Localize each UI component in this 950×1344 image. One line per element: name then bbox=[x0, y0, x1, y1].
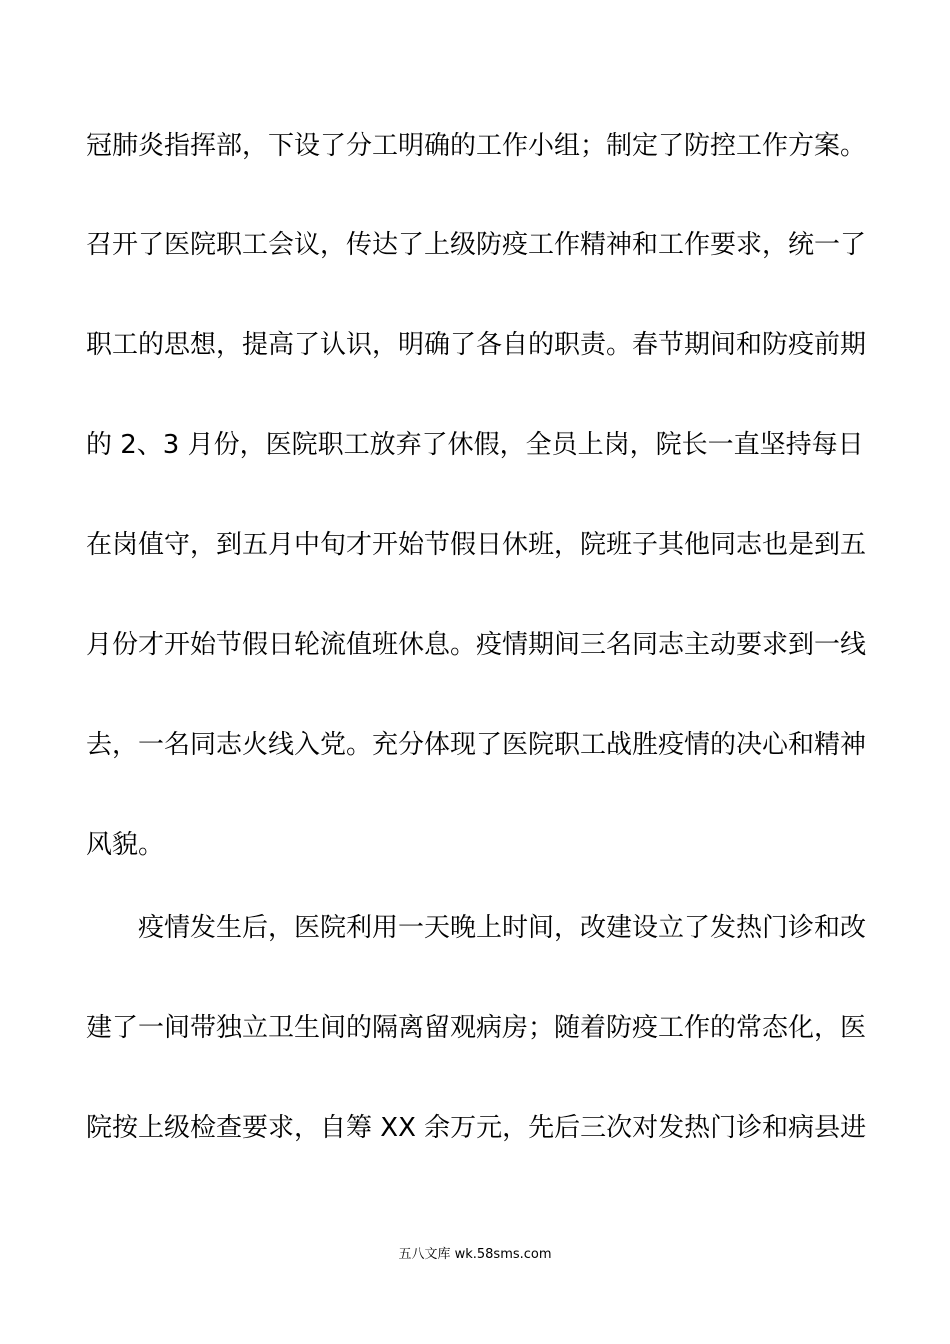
text-line: 召开了医院职工会议，传达了上级防疫工作精神和工作要求，统一了 bbox=[86, 230, 866, 260]
text-line: 建了一间带独立卫生间的隔离留观病房；随着防疫工作的常态化，医 bbox=[86, 1013, 866, 1043]
text-line: 风貌。 bbox=[86, 830, 165, 860]
text-line: 的 2、3 月份，医院职工放弃了休假，全员上岗，院长一直坚持每日 bbox=[86, 430, 864, 460]
paragraph-first-line: 疫情发生后，医院利用一天晚上时间，改建设立了发热门诊和改 bbox=[138, 913, 866, 943]
text-line: 月份才开始节假日轮流值班休息。疫情期间三名同志主动要求到一线 bbox=[86, 630, 866, 660]
text-line: 职工的思想，提高了认识，明确了各自的职责。春节期间和防疫前期 bbox=[86, 330, 866, 360]
text-line: 在岗值守，到五月中旬才开始节假日休班，院班子其他同志也是到五 bbox=[86, 530, 866, 560]
text-line: 去，一名同志火线入党。充分体现了医院职工战胜疫情的决心和精神 bbox=[86, 730, 866, 760]
page-footer: 五八文库 wk.58sms.com bbox=[398, 1247, 552, 1262]
text-line: 冠肺炎指挥部，下设了分工明确的工作小组；制定了防控工作方案。 bbox=[86, 131, 866, 161]
text-line: 院按上级检查要求，自筹 XX 余万元，先后三次对发热门诊和病县进 bbox=[86, 1113, 866, 1143]
